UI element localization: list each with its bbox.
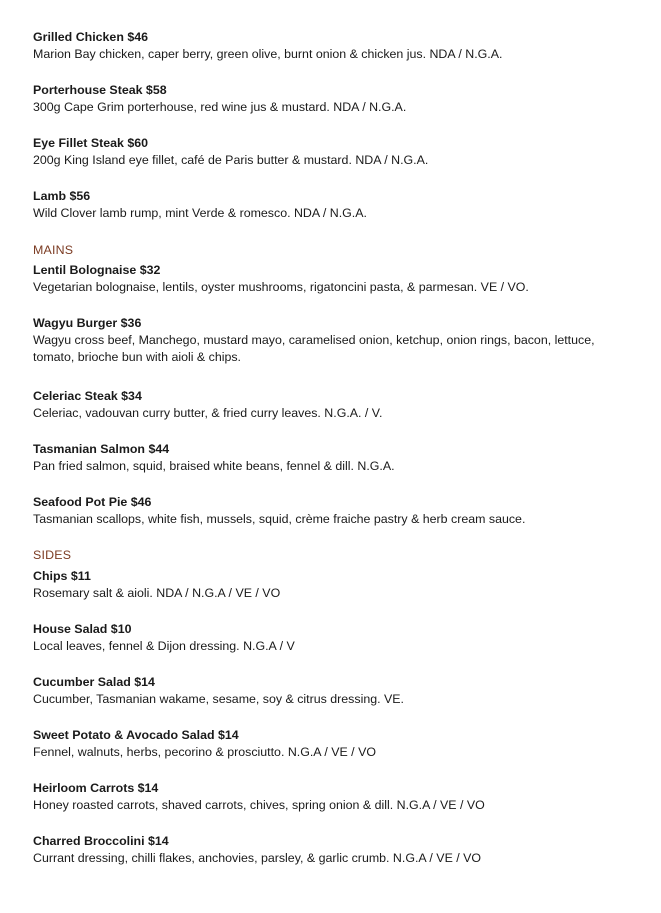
menu-item-title: Tasmanian Salmon $44 <box>33 442 170 456</box>
menu-item-description: Vegetarian bolognaise, lentils, oyster mushrooms, rigatoncini pasta, & parmesan. VE / VO. <box>33 280 529 294</box>
menu-item <box>33 315 603 366</box>
section-heading-sides: SIDES <box>33 548 72 562</box>
menu-item-title: Lamb $56 <box>33 189 91 203</box>
menu-item-title: House Salad $10 <box>33 622 132 636</box>
menu-item-description: Fennel, walnuts, herbs, pecorino & prosciutto. N.G.A / VE / VO <box>33 745 376 759</box>
menu-item-title: Eye Fillet Steak $60 <box>33 136 149 150</box>
menu-item-description: Tasmanian scallops, white fish, mussels, squid, crème fraiche pastry & herb cream sauce. <box>33 512 526 526</box>
menu-item <box>33 441 613 475</box>
menu-item-description: Honey roasted carrots, shaved carrots, chives, spring onion & dill. N.G.A / VE / VO <box>33 798 485 812</box>
menu-item-description: Celeriac, vadouvan curry butter, & fried curry leaves. N.G.A. / V. <box>33 406 383 420</box>
menu-item-description: Local leaves, fennel & Dijon dressing. N.G.A / V <box>33 639 295 653</box>
menu-item-description: 200g King Island eye fillet, café de Paris butter & mustard. NDA / N.G.A. <box>33 153 429 167</box>
menu-item-description: Marion Bay chicken, caper berry, green olive, burnt onion & chicken jus. NDA / N.G.A. <box>33 47 503 61</box>
menu-item-title: Wagyu Burger $36 <box>33 316 142 330</box>
menu-item <box>33 29 613 63</box>
menu-item <box>33 494 613 528</box>
menu-item-description: Wild Clover lamb rump, mint Verde & romesco. NDA / N.G.A. <box>33 206 367 220</box>
menu-item <box>33 188 613 222</box>
menu-item <box>33 727 613 761</box>
menu-item-title: Cucumber Salad $14 <box>33 675 155 689</box>
menu-item <box>33 262 613 296</box>
menu-item-title: Chips $11 <box>33 569 91 583</box>
menu-item <box>33 388 613 422</box>
menu-item-description: Pan fried salmon, squid, braised white beans, fennel & dill. N.G.A. <box>33 459 395 473</box>
menu-item <box>33 621 613 655</box>
menu-item-title: Grilled Chicken $46 <box>33 30 149 44</box>
menu-item-description: Currant dressing, chilli flakes, anchovies, parsley, & garlic crumb. N.G.A / VE / VO <box>33 851 482 865</box>
menu-item-description: Wagyu cross beef, Manchego, mustard mayo, caramelised onion, ketchup, onion rings, bacon, lettuce, tomato, brioche bun with aioli & chips. <box>33 333 595 364</box>
menu-item-title: Sweet Potato & Avocado Salad $14 <box>33 728 239 742</box>
menu-item-description: Rosemary salt & aioli. NDA / N.G.A / VE / VO <box>33 586 281 600</box>
menu-item <box>33 833 613 867</box>
menu-item-title: Lentil Bolognaise $32 <box>33 263 161 277</box>
menu-item <box>33 568 613 602</box>
section-heading-mains: MAINS <box>33 243 74 257</box>
menu-item-title: Celeriac Steak $34 <box>33 389 142 403</box>
menu-item-title: Seafood Pot Pie $46 <box>33 495 152 509</box>
menu-item-title: Porterhouse Steak $58 <box>33 83 167 97</box>
menu-item <box>33 82 613 116</box>
menu-item-description: Cucumber, Tasmanian wakame, sesame, soy & citrus dressing. VE. <box>33 692 404 706</box>
menu-item-description: 300g Cape Grim porterhouse, red wine jus & mustard. NDA / N.G.A. <box>33 100 407 114</box>
menu-item <box>33 674 613 708</box>
menu-item-title: Charred Broccolini $14 <box>33 834 169 848</box>
menu-item <box>33 780 613 814</box>
menu-item-title: Heirloom Carrots $14 <box>33 781 159 795</box>
menu-item <box>33 135 613 169</box>
